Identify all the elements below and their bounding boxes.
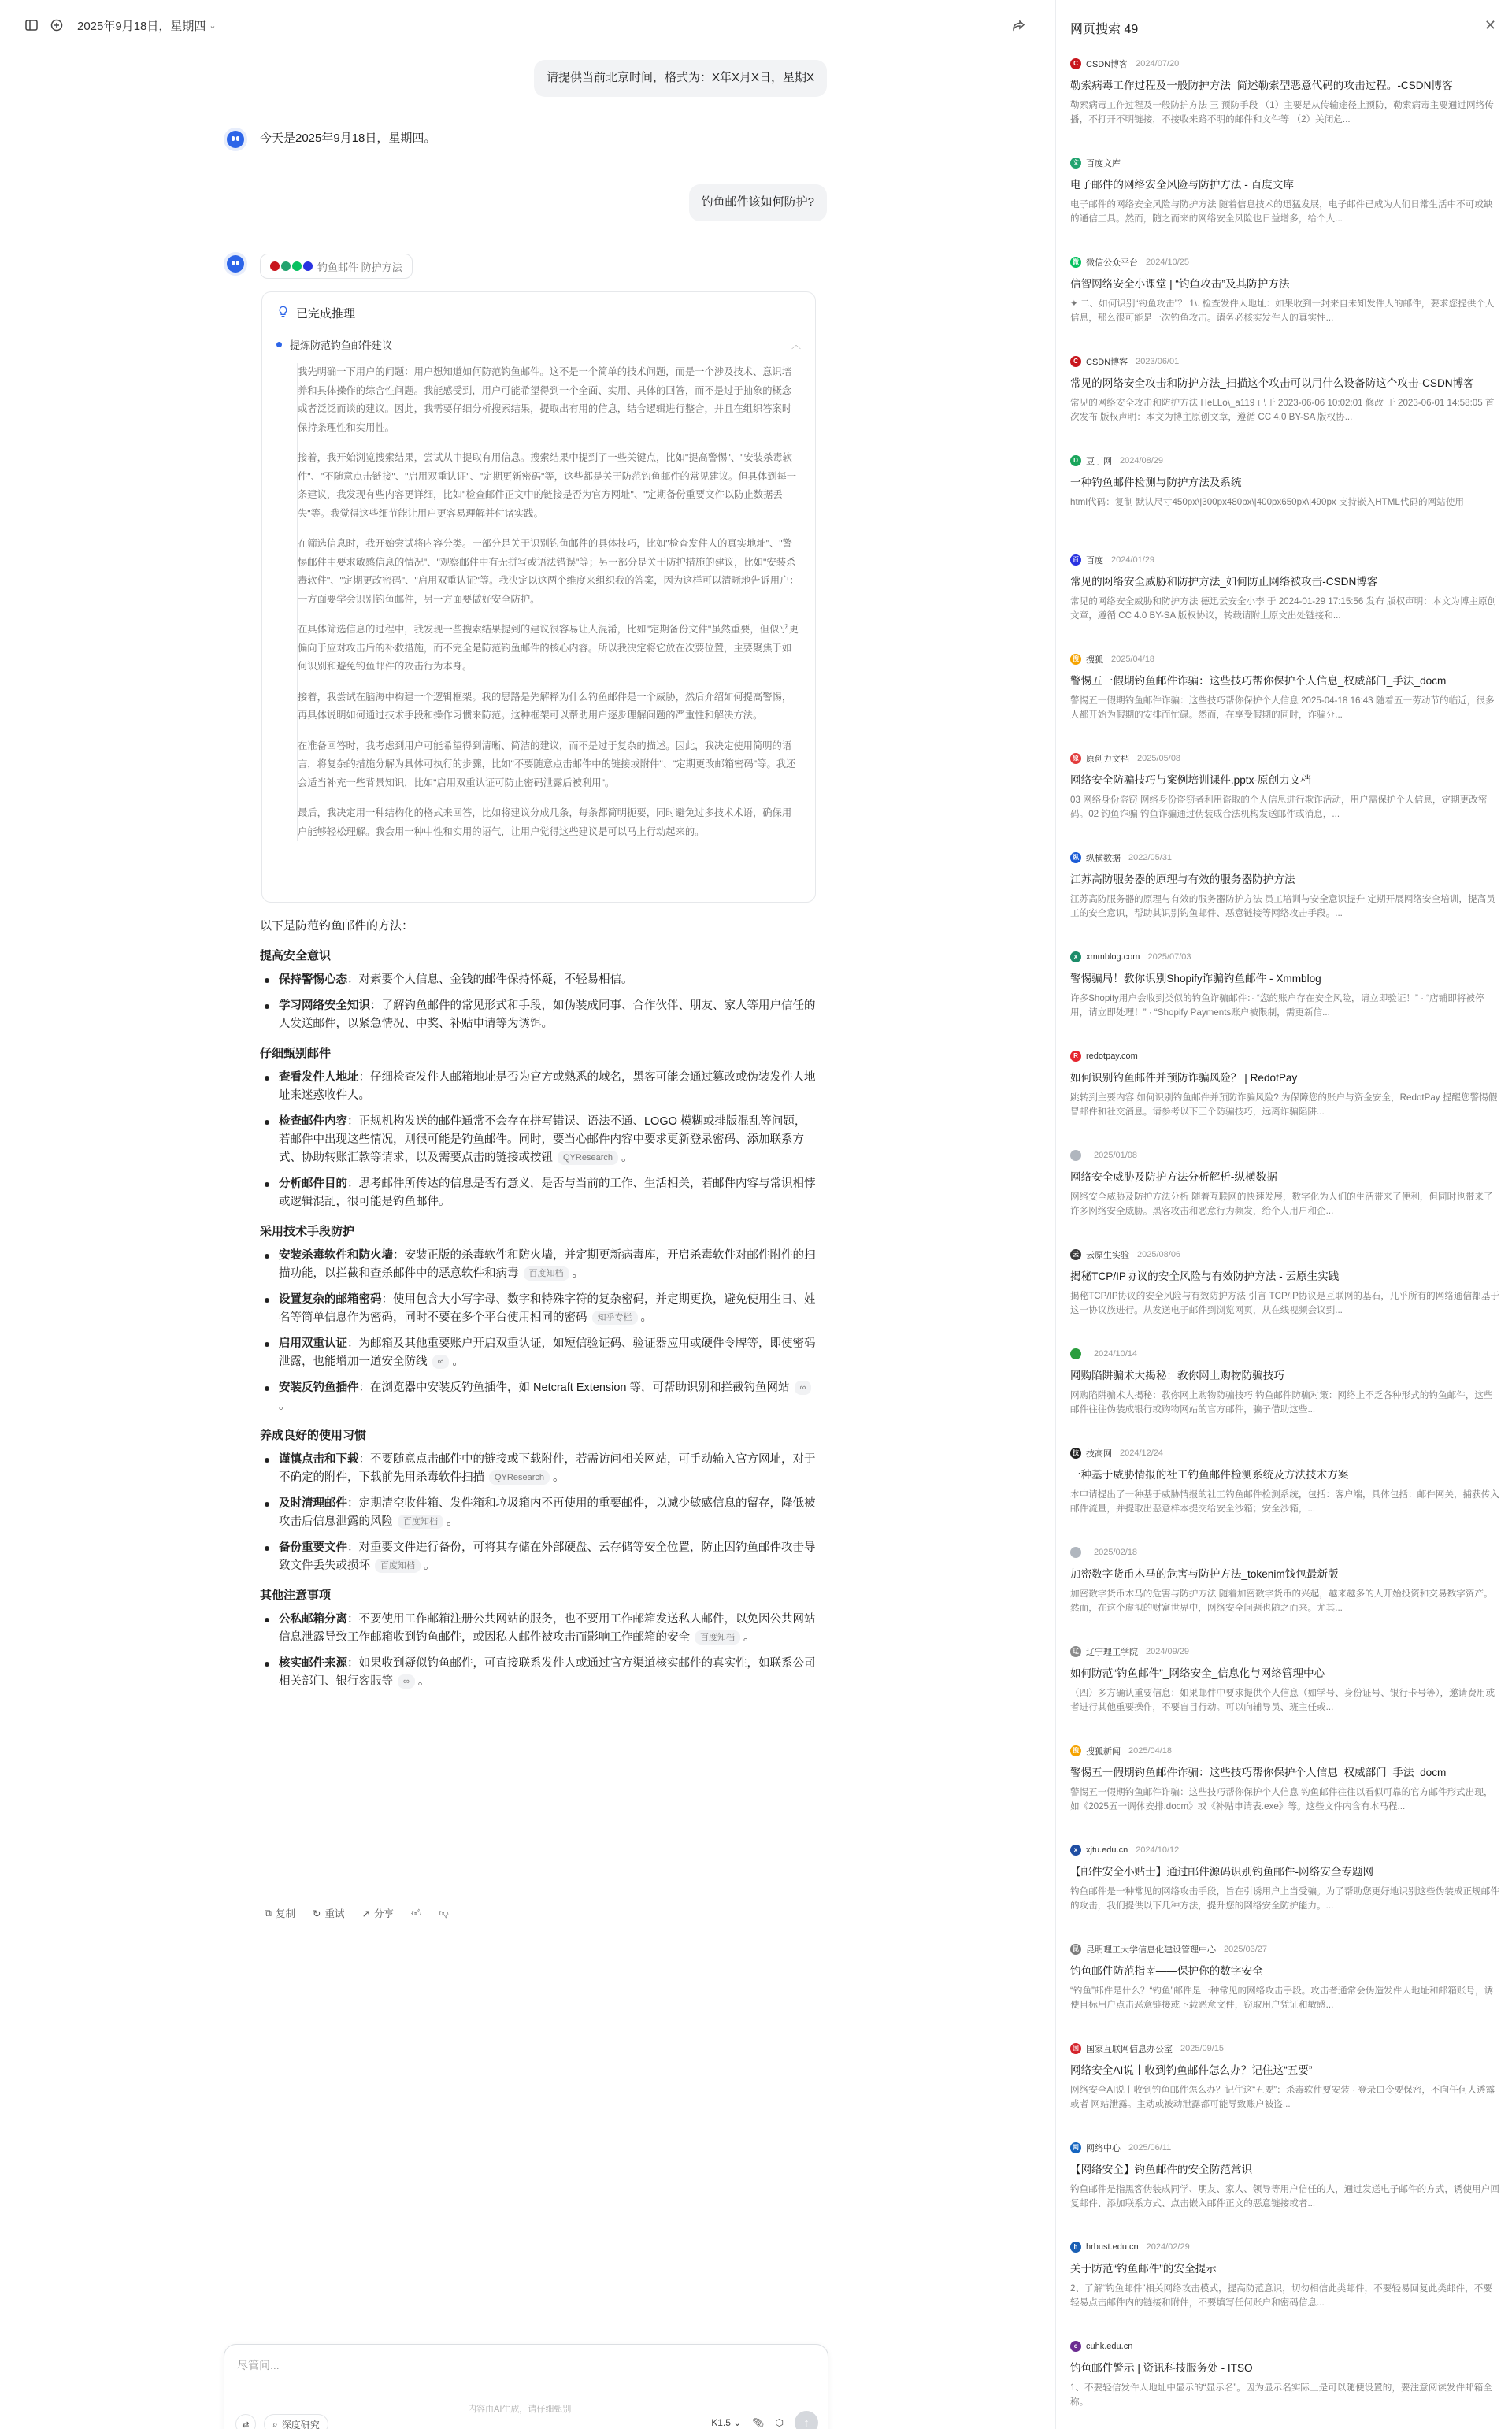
list-item: 核实邮件来源：如果收到疑似钓鱼邮件，可直接联系发件人或通过官方渠道核实邮件的真实性，如联系公司相关部门、银行客服等 ∞ 。 — [260, 1655, 816, 1691]
search-result-item[interactable] — [1070, 1446, 1500, 1545]
source-logo-icon — [292, 261, 302, 271]
result-source-row — [1070, 1645, 1500, 1659]
result-source: CSDN博客 — [1086, 60, 1128, 69]
reasoning-paragraph: 在筛选信息时，我开始尝试将内容分类。一部分是关于识别钓鱼邮件的具体技巧，比如"检查发件人的真实地址"、"警惕邮件中要求敏感信息的情况"、"观察邮件中有无拼写或语法错误"等；另一部分是关于防护措施的建议，比如"安装杀毒软件"、"定期更改密码"、"启用双重认证"等。我决定以这两个维度来组织我的答案，因为这样可以清晰地告诉用户：一方面要学会识别钓鱼邮件，另一方面要做好安全防护。 — [298, 538, 799, 605]
citation-badge[interactable]: QYResearch — [558, 1151, 618, 1165]
citation-badge[interactable]: ∞ — [432, 1355, 450, 1369]
result-source-row — [1070, 1545, 1500, 1559]
copy-button[interactable] — [265, 1906, 295, 1920]
item-title: 谨慎点击和下载 — [279, 1453, 359, 1466]
conversation-title-text: 2025年9月18日，星期四 — [77, 19, 206, 33]
result-source: redotpay.com — [1086, 1051, 1138, 1061]
source-logo-icon: 搜 — [1070, 1745, 1081, 1756]
model-selector[interactable]: K1.5 ⌄ — [711, 2417, 742, 2428]
chat-area — [0, 50, 1055, 2429]
thumbs-down-icon[interactable]: 👎︎ — [439, 1907, 449, 1919]
result-source: hrbust.edu.cn — [1086, 2242, 1139, 2252]
result-snippet: 加密数字货币木马的危害与防护方法 随着加密数字货币的兴起，越来越多的人开始投资和交易数字资产。然而，在这个虚拟的财富世界中，网络安全问题也随之而来。尤其... — [1070, 1589, 1493, 1613]
search-result-item[interactable] — [1070, 255, 1500, 354]
list-item — [260, 971, 816, 989]
result-snippet: 2、了解“钓鱼邮件”相关网络攻击模式，提高防范意识，切勿相信此类邮件，不要轻易回复此类邮件，不要轻易点击邮件内的链接和附件，不要填写任何账户和密码信息... — [1070, 2283, 1492, 2308]
source-logo-icon: 搜 — [1070, 654, 1081, 665]
assistant-avatar — [224, 128, 247, 151]
result-date: 2025/02/18 — [1094, 1548, 1138, 1557]
item-title: 核实邮件来源 — [279, 1657, 347, 1670]
chevron-up-icon[interactable]: ︿ — [791, 339, 801, 350]
search-result-item[interactable] — [1070, 1248, 1500, 1347]
source-logo-icon: 云 — [1070, 1249, 1081, 1260]
result-title[interactable]: 网购陷阱骗术大揭秘：教你网上购物防骗技巧 — [1070, 1370, 1284, 1381]
source-logo-icon: 国 — [1070, 2043, 1081, 2054]
search-result-item[interactable] — [1070, 2041, 1500, 2141]
result-source: 技高网 — [1086, 1449, 1112, 1459]
result-source-row — [1070, 2141, 1500, 2155]
citation-badge[interactable]: 百度知档 — [695, 1630, 740, 1645]
source-logo-icon: C — [1070, 356, 1081, 367]
item-title: 备份重要文件 — [279, 1541, 347, 1554]
source-logo-icon: 文 — [1070, 158, 1081, 169]
result-source-row — [1070, 1347, 1500, 1361]
user-message: 钓鱼邮件该如何防护? — [689, 184, 827, 221]
source-logo-icon: 昆 — [1070, 1944, 1081, 1955]
result-title[interactable]: 网络安全AI说丨收到钓鱼邮件怎么办？记住这“五要” — [1070, 2064, 1313, 2076]
result-date: 2025/08/06 — [1137, 1250, 1181, 1259]
close-icon[interactable]: ✕ — [1484, 17, 1496, 33]
source-logo-icon: 网 — [1070, 2142, 1081, 2153]
result-snippet: 许多Shopify用户会收到类似的钓鱼诈骗邮件：· “您的账户存在安全风险，请立即验证！” · “店铺即将被停用，请立即处理！” · “Shopify Payments账户被限制，需更新信... — [1070, 993, 1484, 1018]
search-result-item[interactable] — [1070, 2240, 1500, 2339]
result-date: 2025/04/18 — [1111, 655, 1155, 664]
result-source-row — [1070, 1148, 1500, 1163]
result-title[interactable]: 【邮件安全小贴士】通过邮件源码识别钓鱼邮件-网络安全专题网 — [1070, 1866, 1374, 1878]
search-result-item[interactable] — [1070, 454, 1500, 553]
item-title: 保持警惕心态 — [279, 973, 347, 986]
result-title[interactable]: 关于防范“钓鱼邮件”的安全提示 — [1070, 2263, 1217, 2275]
panel-title: 网页搜索 49 — [1070, 23, 1139, 36]
source-logo-icon: 辽 — [1070, 1646, 1081, 1657]
result-source: 搜狐 — [1086, 655, 1103, 665]
result-title[interactable]: 网络安全威胁及防护方法分析解析-纵横数据 — [1070, 1171, 1277, 1183]
result-source: 百度文库 — [1086, 159, 1121, 169]
citation-badge[interactable]: ∞ — [795, 1381, 812, 1395]
item-text: ：仔细检查发件人邮箱地址是否为官方或熟悉的域名，黑客可能会通过篡改或伪装发件人地址来迷惑收件人。 — [279, 1071, 816, 1102]
result-title[interactable]: 【网络安全】钓鱼邮件的安全防范常识 — [1070, 2164, 1253, 2175]
chat-input-box[interactable] — [224, 2344, 828, 2429]
assistant-answer — [260, 917, 816, 1699]
result-snippet: 1、不要轻信发件人地址中显示的“显示名”。因为显示名实际上是可以随便设置的，要注意阅读发件邮箱全称。 — [1070, 2383, 1492, 2407]
search-result-item[interactable] — [1070, 1645, 1500, 1744]
share-label: 分享 — [373, 1908, 394, 1919]
copy-label: 复制 — [275, 1908, 295, 1919]
result-snippet: 警惕五一假期钓鱼邮件诈骗：这些技巧帮你保护个人信息 2025-04-18 16:43 随着五一劳动节的临近，很多人都开始为假期的安排而忙碌。然而，在享受假期的同时，诈骗分... — [1070, 695, 1495, 720]
source-logo-icon: R — [1070, 1051, 1081, 1062]
result-source-row — [1070, 1744, 1500, 1758]
citation-badge[interactable]: 百度知档 — [524, 1266, 569, 1281]
result-title[interactable]: 如何防范“钓鱼邮件”_网络安全_信息化与网络管理中心 — [1070, 1667, 1325, 1679]
source-logo-icon — [1070, 1150, 1081, 1161]
list-item: 备份重要文件：对重要文件进行备份，可将其存储在外部硬盘、云存储等安全位置，防止因钓鱼邮件攻击导致文件丢失或损坏 百度知档 。 — [260, 1539, 816, 1575]
input-right-controls — [711, 2411, 818, 2429]
result-date: 2024/07/20 — [1136, 59, 1180, 69]
result-snippet: 本申请提出了一种基于威胁情报的社工钓鱼邮件检测系统，包括：客户端，具体包括：邮件网关，捕获传入邮件流量，并提取出恶意样本提交给安全沙箱；安全沙箱，... — [1070, 1489, 1499, 1514]
result-title[interactable]: 如何识别钓鱼邮件并预防诈骗风险？ | RedotPay — [1070, 1072, 1298, 1084]
search-sources-chip[interactable] — [260, 254, 413, 279]
result-source-row — [1070, 2041, 1500, 2056]
item-text: ：定期清空收件箱、发件箱和垃圾箱内不再使用的重要邮件，以减少敏感信息的留存，降低被攻击后信息泄露的风险 — [279, 1497, 816, 1528]
result-date: 2024/10/14 — [1094, 1349, 1138, 1359]
result-title[interactable]: 钓鱼邮件警示 | 资讯科技服务处 - ITSO — [1070, 2362, 1253, 2374]
bullet-list — [260, 1451, 816, 1575]
research-icon: ⌕ — [272, 2418, 278, 2429]
item-text: ：对重要文件进行备份，可将其存储在外部硬盘、云存储等安全位置，防止因钓鱼邮件攻击导致文件丢失或损坏 — [279, 1541, 816, 1572]
result-title[interactable]: 电子邮件的网络安全风险与防护方法 - 百度文库 — [1070, 179, 1294, 191]
source-logo-icon: 原 — [1070, 753, 1081, 764]
result-date: 2022/05/31 — [1128, 853, 1173, 862]
item-title: 安装杀毒软件和防火墙 — [279, 1249, 393, 1262]
item-title: 公私邮箱分离 — [279, 1613, 347, 1626]
source-logo-icon: h — [1070, 2242, 1081, 2253]
share-button[interactable] — [361, 1906, 394, 1920]
bullet-list — [260, 1611, 816, 1691]
cube-icon[interactable]: ⬡ — [775, 2417, 784, 2428]
result-title[interactable]: 江苏高防服务器的原理与有效的服务器防护方法 — [1070, 873, 1295, 885]
result-date: 2024/09/29 — [1146, 1647, 1190, 1656]
source-logo-icon: 微 — [1070, 257, 1081, 268]
search-result-item[interactable] — [1070, 1942, 1500, 2041]
result-date: 2024/12/24 — [1120, 1448, 1164, 1458]
result-snippet: html代码：复制 默认尺寸450px\|300px480px\|400px650px\|490px 支持嵌入HTML代码的网站使用 — [1070, 497, 1465, 507]
result-source-row — [1070, 1049, 1500, 1063]
search-result-item[interactable] — [1070, 2339, 1500, 2429]
source-logo-icon: x — [1070, 951, 1081, 962]
list-item: 及时清理邮件：定期清空收件箱、发件箱和垃圾箱内不再使用的重要邮件，以减少敏感信息的留存，降低被攻击后信息泄露的风险 百度知档 。 — [260, 1495, 816, 1531]
result-source: 微信公众平台 — [1086, 258, 1138, 268]
assistant-avatar — [224, 252, 247, 276]
result-source-row — [1070, 553, 1500, 567]
search-result-item[interactable] — [1070, 1148, 1500, 1248]
result-date: 2025/09/15 — [1180, 2044, 1225, 2053]
reasoning-status: 已完成推理 — [296, 307, 356, 321]
chevron-down-icon: ⌄ — [209, 20, 217, 31]
section-heading: 提高安全意识 — [260, 949, 332, 962]
search-result-item[interactable] — [1070, 1843, 1500, 1942]
result-source-row — [1070, 2339, 1500, 2353]
result-date: 2023/06/01 — [1136, 357, 1180, 366]
retry-label: 重试 — [324, 1908, 345, 1919]
item-text: ：思考邮件所传达的信息是否有意义，是否与当前的工作、生活相关，若邮件内容与常识相悖或逻辑混乱，很可能是钓鱼邮件。 — [279, 1177, 816, 1208]
result-date: 2025/04/18 — [1128, 1746, 1173, 1756]
model-label: K1.5 — [711, 2417, 731, 2428]
thumbs-up-icon[interactable]: 👍︎ — [410, 1907, 422, 1919]
user-message: 请提供当前北京时间，格式为：X年X月X日，星期X — [534, 60, 827, 97]
reasoning-body — [297, 363, 801, 841]
top-bar — [0, 0, 1055, 50]
result-snippet: 网络安全AI说丨收到钓鱼邮件怎么办？记住这“五要”：杀毒软件要安装 · 登录口令要保密，不向任何人透露或者 网站泄露。主动或被动泄露都可能导致账户被盗... — [1070, 2085, 1495, 2109]
result-snippet: 03 网络身份盗窃 网络身份盗窃者利用盗取的个人信息进行欺诈活动，用户需保护个人信息，定期更改密码。02 钓鱼诈骗 钓鱼诈骗通过伪装成合法机构发送邮件或消息，... — [1070, 795, 1488, 819]
result-snippet: ✦ 二、如何识别“钓鱼攻击”？ 1\. 检查发件人地址：如果收到一封来自未知发件人的邮件，要求您提供个人信息，那么很可能是一次钓鱼攻击。请务必核实发件人的真实性... — [1070, 299, 1495, 323]
result-snippet: “钓鱼”邮件是什么？“钓鱼”邮件是一种常见的网络攻击手段。攻击者通常会伪造发件人地址和邮箱账号，诱使目标用户点击恶意链接或下载恶意文件，窃取用户凭证和敏感... — [1070, 1986, 1494, 2010]
item-text: ：不要使用工作邮箱注册公共网站的服务，也不要用工作邮箱发送私人邮件，以免因公共网站信息泄露导致工作邮箱收到钓鱼邮件，或因私人邮件被攻击而影响工作邮箱的安全 — [279, 1613, 816, 1644]
item-title: 检查邮件内容 — [279, 1115, 347, 1128]
item-title: 启用双重认证 — [279, 1337, 347, 1350]
result-snippet: 网购陷阱骗术大揭秘：教你网上购物防骗技巧 钓鱼邮件防骗对策：网络上不乏各种形式的钓鱼邮件，这些邮件往往伪装成银行或购物网站的官方邮件，骗子借助这些... — [1070, 1390, 1493, 1415]
result-date: 2024/08/29 — [1120, 456, 1164, 465]
result-snippet: 勒索病毒工作过程及一般防护方法 三 预防手段 （1）主要是从传输途径上预防，勒索病毒主要通过网络传播，不打开不明链接，不接收来路不明的邮件和文件等 （2）关闭危... — [1070, 100, 1494, 124]
source-logo-icon — [1070, 1348, 1081, 1359]
attach-icon[interactable]: 📎︎ — [752, 2417, 765, 2428]
item-text: ：对索要个人信息、金钱的邮件保持怀疑，不轻易相信。 — [347, 973, 633, 986]
source-logo-icon — [303, 261, 313, 271]
reasoning-paragraph: 在准备回答时，我考虑到用户可能希望得到清晰、简洁的建议，而不是过于复杂的描述。因此，我决定使用简明的语言，将复杂的措施分解为具体可执行的步骤，比如"不要随意点击邮件中的链接或附件"、"定期更改邮箱密码"等。我还会适当补充一些背景知识，比如"启用双重认证可防止密码泄露后被利用"。 — [298, 740, 796, 788]
result-source-row — [1070, 255, 1500, 269]
citation-badge[interactable]: 百度知档 — [398, 1515, 443, 1529]
result-source: 豆丁网 — [1086, 457, 1112, 466]
result-source-row — [1070, 454, 1500, 468]
source-logo-icon — [1070, 1547, 1081, 1558]
source-logo-icon: c — [1070, 2341, 1081, 2352]
reasoning-paragraph: 在具体筛选信息的过程中，我发现一些搜索结果提到的建议很容易让人混淆，比如"定期备份文件"虽然重要，但似乎更偏向于应对攻击后的补救措施，而不完全是防范钓鱼邮件的核心内容。所以我决定将它放在次要位置，主要聚焦于如何识别和避免钓鱼邮件的攻击行为本身。 — [298, 624, 799, 672]
result-source: 国家互联网信息办公室 — [1086, 2045, 1173, 2054]
source-logo-icon: D — [1070, 455, 1081, 466]
reasoning-step[interactable] — [276, 337, 801, 352]
result-source-row — [1070, 1446, 1500, 1460]
reasoning-paragraph: 最后，我决定用一种结构化的格式来回答，比如将建议分成几条，每条都简明扼要，同时避免过多技术术语，确保用户能够轻松理解。我会用一种中性和实用的语气，让用户觉得这些建议是可以马上行动起来的。 — [298, 807, 792, 837]
list-item: 安装反钓鱼插件：在浏览器中安装反钓鱼插件，如 Netcraft Extension 等，可帮助识别和拦截钓鱼网站 ∞ 。 — [260, 1379, 816, 1415]
result-date: 2025/05/08 — [1137, 754, 1181, 763]
conversation-title[interactable] — [77, 17, 217, 34]
reasoning-paragraph: 接着，我开始浏览搜索结果，尝试从中提取有用信息。搜索结果中提到了一些关键点，比如"提高警惕"、"安装杀毒软件"、"不随意点击链接"、"启用双重认证"、"定期更新密码"等，这些都是关于防范钓鱼邮件的常见建议。但具体到每一条建议，我发现有些内容更详细，比如"检查邮件正文中的链接是否为官方网址"、"定期备份重要文件以防止数据丢失"等。我觉得这些细节能让用户更容易理解并付诸实践。 — [298, 452, 797, 519]
result-source-row — [1070, 1942, 1500, 1956]
result-source-row — [1070, 156, 1500, 170]
source-logo-icon: 技 — [1070, 1448, 1081, 1459]
result-date: 2024/01/29 — [1111, 555, 1155, 565]
result-title[interactable]: 信智网络安全小课堂 | “钓鱼攻击”及其防护方法 — [1070, 278, 1290, 290]
input-tools — [235, 2414, 328, 2429]
search-result-item[interactable] — [1070, 950, 1500, 1049]
section-heading: 养成良好的使用习惯 — [260, 1429, 367, 1442]
section-heading: 采用技术手段防护 — [260, 1225, 355, 1238]
item-title: 及时清理邮件 — [279, 1497, 347, 1510]
send-button[interactable] — [795, 2411, 818, 2429]
retry-button[interactable] — [313, 1906, 345, 1920]
item-title: 安装反钓鱼插件 — [279, 1381, 359, 1394]
section-heading: 仔细甄别邮件 — [260, 1047, 332, 1060]
list-item: 安装杀毒软件和防火墙：安装正版的杀毒软件和防火墙，并定期更新病毒库，开启杀毒软件对邮件附件的扫描功能，以拦截和查杀邮件中的恶意软件和病毒 百度知档 。 — [260, 1247, 816, 1283]
result-title[interactable]: 警惕五一假期钓鱼邮件诈骗：这些技巧帮你保护个人信息_权威部门_手法_docm — [1070, 675, 1447, 687]
item-title: 学习网络安全知识 — [279, 999, 370, 1012]
result-source-row — [1070, 950, 1500, 964]
deep-research-button[interactable] — [264, 2414, 328, 2429]
search-result-item[interactable] — [1070, 1347, 1500, 1446]
result-source: cuhk.edu.cn — [1086, 2342, 1133, 2351]
result-source: 搜狐新闻 — [1086, 1747, 1121, 1756]
search-result-item[interactable] — [1070, 553, 1500, 652]
citation-badge[interactable]: ∞ — [398, 1674, 415, 1689]
result-title[interactable]: 警惕五一假期钓鱼邮件诈骗：这些技巧帮你保护个人信息_权威部门_手法_docm — [1070, 1767, 1447, 1778]
result-date: 2024/10/25 — [1146, 258, 1190, 267]
result-source-row — [1070, 57, 1500, 71]
result-snippet: 钓鱼邮件是一种常见的网络攻击手段，旨在引诱用户上当受骗。为了帮助您更好地识别这些伪装成正规邮件的攻击，我们提供以下几种方法，提升您的网络安全防护能力。... — [1070, 1886, 1499, 1911]
search-result-item[interactable] — [1070, 1545, 1500, 1645]
result-source-row — [1070, 751, 1500, 766]
refresh-icon: ↻ — [312, 1908, 321, 1919]
step-dot-icon — [276, 342, 282, 347]
result-source: 网络中心 — [1086, 2144, 1121, 2153]
list-item: 公私邮箱分离：不要使用工作邮箱注册公共网站的服务，也不要用工作邮箱发送私人邮件，以免因公共网站信息泄露导致工作邮箱收到钓鱼邮件，或因私人邮件被攻击而影响工作邮箱的安全 百度知档 。 — [260, 1611, 816, 1647]
result-date: 2024/02/29 — [1146, 2242, 1190, 2252]
item-text: ：正规机构发送的邮件通常不会存在拼写错误、语法不通、LOGO 模糊或排版混乱等问题，若邮件中出现这些情况，则很可能是钓鱼邮件。同时，要当心邮件内容中要求更新登录密码、添加联系方式、协助转账汇款等请求，以及需要点击的链接或按钮 — [279, 1115, 806, 1164]
item-title: 查看发件人地址 — [279, 1071, 359, 1084]
web-search-panel — [1055, 0, 1512, 2429]
result-snippet: 揭秘TCP/IP协议的安全风险与有效防护方法 引言 TCP/IP协议是互联网的基石，几乎所有的网络通信都基于这一协议族进行。从发送电子邮件到浏览网页，从在线视频会议到... — [1070, 1291, 1499, 1315]
bullet-list — [260, 971, 816, 1033]
lightbulb-icon — [276, 305, 290, 321]
list-item: 谨慎点击和下载：不要随意点击邮件中的链接或下载附件，若需访问相关网站，可手动输入官方网址，对于不确定的附件，下载前先用杀毒软件扫描 QYResearch 。 — [260, 1451, 816, 1487]
deep-research-label: 深度研究 — [281, 2419, 320, 2429]
item-title: 设置复杂的邮箱密码 — [279, 1293, 382, 1306]
search-query-text: 钓鱼邮件 防护方法 — [317, 261, 402, 273]
search-result-item[interactable] — [1070, 156, 1500, 255]
item-text: ：如果收到疑似钓鱼邮件，可直接联系发件人或通过官方渠道核实邮件的真实性，如联系公司相关部门、银行客服等 — [279, 1657, 816, 1688]
result-date: 2025/01/08 — [1094, 1151, 1138, 1160]
search-results-list — [1070, 57, 1500, 2429]
arrow-up-icon: ↑ — [803, 2416, 810, 2429]
item-text: ：了解钓鱼邮件的常见形式和手段，如伪装成同事、合作伙伴、朋友、家人等用户信任的人发送邮件，以紧急情况、中奖、补贴申请等为诱饵。 — [279, 999, 816, 1030]
result-date: 2025/03/27 — [1224, 1945, 1268, 1954]
search-result-item[interactable] — [1070, 851, 1500, 950]
share-icon[interactable] — [1008, 14, 1030, 36]
result-source: xmmblog.com — [1086, 952, 1140, 962]
citation-badge[interactable]: 知乎专栏 — [592, 1311, 638, 1325]
tools-toggle-icon[interactable]: ⇄ — [235, 2414, 256, 2429]
section-heading: 其他注意事项 — [260, 1589, 332, 1602]
result-title[interactable]: 网络安全防骗技巧与案例培训课件.pptx-原创力文档 — [1070, 774, 1311, 786]
chat-input[interactable]: 尽管问... — [237, 2359, 280, 2372]
result-title[interactable]: 加密数字货币木马的危害与防护方法_tokenim钱包最新版 — [1070, 1568, 1339, 1580]
item-title: 分析邮件目的 — [279, 1177, 347, 1190]
result-source: 云原生实验 — [1086, 1251, 1129, 1260]
source-logos — [270, 261, 313, 271]
result-date: 2024/10/12 — [1136, 1845, 1180, 1855]
result-source: xjtu.edu.cn — [1086, 1845, 1128, 1855]
item-text: ：不要随意点击邮件中的链接或下载附件，若需访问相关网站，可手动输入官方网址，对于不确定的附件，下载前先用杀毒软件扫描 — [279, 1453, 816, 1484]
assistant-face-icon — [227, 255, 244, 273]
item-text: ：使用包含大小写字母、数字和特殊字符的复杂密码，并定期更换，避免使用生日、姓名等简单信息作为密码，同时不要在多个平台使用相同的密码 — [279, 1293, 816, 1324]
result-title[interactable]: 钓鱼邮件防范指南——保护你的数字安全 — [1070, 1965, 1263, 1977]
result-source-row — [1070, 1248, 1500, 1262]
message-actions — [265, 1906, 449, 1920]
result-title[interactable]: 警惕骗局！教你识别Shopify诈骗钓鱼邮件 - Xmmblog — [1070, 973, 1321, 985]
result-source: 百度 — [1086, 556, 1103, 566]
assistant-message: 今天是2025年9月18日，星期四。 — [260, 132, 436, 145]
search-result-item[interactable] — [1070, 57, 1500, 156]
assistant-face-icon — [227, 131, 244, 148]
source-logo-icon: C — [1070, 58, 1081, 69]
sidebar-toggle-icon[interactable] — [19, 13, 44, 38]
result-snippet: 警惕五一假期钓鱼邮件诈骗：这些技巧帮你保护个人信息 钓鱼邮件往往以看似可靠的官方邮件形式出现，如《2025五一调休安排.docm》或《补贴申请表.exe》等。这些文件内含有木马程... — [1070, 1787, 1493, 1812]
result-source: 辽宁理工学院 — [1086, 1648, 1138, 1657]
disclaimer-text: 内容由AI生成，请仔细甄别 — [468, 2405, 572, 2414]
result-source: CSDN博客 — [1086, 358, 1128, 367]
item-text: ：在浏览器中安装反钓鱼插件，如 Netcraft Extension 等，可帮助识别和拦截钓鱼网站 — [358, 1381, 790, 1394]
source-logo-icon: 百 — [1070, 554, 1081, 566]
result-title[interactable]: 常见的网络安全威胁和防护方法_如何防止网络被攻击-CSDN博客 — [1070, 576, 1378, 588]
result-snippet: 网络安全威胁及防护方法分析 随着互联网的快速发展，数字化为人们的生活带来了便利，但同时也带来了许多网络安全威胁。黑客攻击和恶意行为频发，给个人用户和企... — [1070, 1192, 1493, 1216]
citation-badge[interactable]: 百度知档 — [375, 1559, 421, 1573]
list-item — [260, 1175, 816, 1211]
list-item: 设置复杂的邮箱密码：使用包含大小写字母、数字和特殊字符的复杂密码，并定期更换，避免使用生日、姓名等简单信息作为密码，同时不要在多个平台使用相同的密码 知乎专栏 。 — [260, 1291, 816, 1327]
result-date: 2025/07/03 — [1147, 952, 1191, 962]
result-snippet: 江苏高防服务器的原理与有效的服务器防护方法 员工培训与安全意识提升 定期开展网络安全培训，提高员工的安全意识，帮助其识别钓鱼邮件、恶意链接等网络攻击手段。... — [1070, 894, 1495, 918]
source-logo-icon: x — [1070, 1845, 1081, 1856]
answer-intro: 以下是防范钓鱼邮件的方法： — [260, 919, 414, 933]
result-source-row — [1070, 1843, 1500, 1857]
bullet-list — [260, 1069, 816, 1211]
result-title[interactable]: 一种钓鱼邮件检测与防护方法及系统 — [1070, 477, 1242, 488]
reasoning-header[interactable] — [276, 305, 801, 321]
reasoning-panel — [261, 291, 816, 903]
source-logo-icon: 纵 — [1070, 852, 1081, 863]
copy-icon: ⧉ — [265, 1907, 272, 1919]
result-date: 2025/06/11 — [1128, 2143, 1172, 2153]
result-snippet: 跳转到主要内容 如何识别钓鱼邮件并预防诈骗风险? 为保障您的账户与资金安全，RedotPay 提醒您警惕假冒邮件和社交消息。请参考以下三个防骗技巧，远离诈骗陷阱... — [1070, 1092, 1498, 1117]
result-source-row — [1070, 851, 1500, 865]
search-result-item[interactable] — [1070, 2141, 1500, 2240]
new-chat-icon[interactable] — [44, 13, 69, 38]
result-title[interactable]: 勒索病毒工作过程及一般防护方法_简述勒索型恶意代码的攻击过程。-CSDN博客 — [1070, 80, 1453, 91]
result-source-row — [1070, 2240, 1500, 2254]
result-source: 昆明理工大学信息化建设管理中心 — [1086, 1945, 1216, 1955]
reasoning-step-label: 提炼防范钓鱼邮件建议 — [290, 339, 393, 351]
result-source-row — [1070, 652, 1500, 666]
reasoning-paragraph: 我先明确一下用户的问题：用户想知道如何防范钓鱼邮件。这不是一个简单的技术问题，而是一个涉及技术、意识培养和具体操作的综合性问题。我能感受到，用户可能希望得到一个全面、实用、具体的回答，而不是过于抽象的概念或者泛泛而谈的建议。因此，我需要仔细分析搜索结果，提取出有用的信息，结合逻辑进行整合，并且在组织答案时保持条理性和实用性。 — [298, 366, 792, 433]
result-snippet: 常见的网络安全攻击和防护方法 HeLLo\_a119 已于 2023-06-06 10:02:01 修改 于 2023-06-01 14:58:05 首次发布 版权声明：本文为博主原创文章，遵循 CC 4.0 BY-SA 版权协... — [1070, 398, 1495, 422]
result-snippet: 常见的网络安全威胁和防护方法 德迅云安全小李 于 2024-01-29 17:15:56 发布 版权声明：本文为博主原创文章，遵循 CC 4.0 BY-SA 版权协议，转载请附上原文出处链接和... — [1070, 596, 1497, 621]
result-source: 纵横数据 — [1086, 854, 1121, 863]
result-title[interactable]: 一种基于威胁情报的社工钓鱼邮件检测系统及方法技术方案 — [1070, 1469, 1349, 1481]
result-snippet: 电子邮件的网络安全风险与防护方法 随着信息技术的迅猛发展，电子邮件已成为人们日常生活中不可或缺的通信工具。然而，随之而来的网络安全风险也日益增多，给个人... — [1070, 199, 1493, 224]
search-result-item[interactable] — [1070, 1049, 1500, 1148]
result-snippet: （四）多方确认重要信息：如果邮件中要求提供个人信息（如学号、身份证号、银行卡号等），邀请费用或者进行其他重要操作，不要盲目行动。可以向辅导员、班主任或... — [1070, 1688, 1495, 1712]
item-text: ：为邮箱及其他重要账户开启双重认证，如短信验证码、验证器应用或硬件令牌等，即使密码泄露，也能增加一道安全防线 — [279, 1337, 816, 1368]
list-item — [260, 997, 816, 1033]
citation-badge[interactable]: QYResearch — [489, 1470, 550, 1485]
search-result-item[interactable] — [1070, 354, 1500, 454]
list-item: 启用双重认证：为邮箱及其他重要账户开启双重认证，如短信验证码、验证器应用或硬件令牌等，即使密码泄露，也能增加一道安全防线 ∞ 。 — [260, 1335, 816, 1371]
share-arrow-icon: ↗ — [361, 1908, 370, 1919]
result-source: 原创力文档 — [1086, 755, 1129, 764]
search-result-item[interactable] — [1070, 1744, 1500, 1843]
list-item: 检查邮件内容：正规机构发送的邮件通常不会存在拼写错误、语法不通、LOGO 模糊或排版混乱等问题，若邮件中出现这些情况，则很可能是钓鱼邮件。同时，要当心邮件内容中要求更新登录密码、添加联系方式、协助转账汇款等请求，以及需要点击的链接或按钮 QYResearch 。 — [260, 1113, 816, 1167]
source-logo-icon — [270, 261, 280, 271]
search-result-item[interactable] — [1070, 751, 1500, 851]
bullet-list — [260, 1247, 816, 1415]
search-result-item[interactable] — [1070, 652, 1500, 751]
result-snippet: 钓鱼邮件是指黑客伪装成同学、朋友、家人、领导等用户信任的人，通过发送电子邮件的方式，诱使用户回复邮件、添加联系方式、点击嵌入邮件正文的恶意链接或者... — [1070, 2184, 1499, 2208]
result-title[interactable]: 揭秘TCP/IP协议的安全风险与有效防护方法 - 云原生实践 — [1070, 1270, 1340, 1282]
source-logo-icon — [281, 261, 291, 271]
result-source-row — [1070, 354, 1500, 369]
reasoning-paragraph: 接着，我尝试在脑海中构建一个逻辑框架。我的思路是先解释为什么钓鱼邮件是一个威胁，然后介绍如何提高警惕，再具体说明如何通过技术手段和操作习惯来防范。这种框架可以帮助用户逐步理解问题的严重性和解决方法。 — [298, 691, 792, 721]
list-item — [260, 1069, 816, 1105]
result-title[interactable]: 常见的网络安全攻击和防护方法_扫描这个攻击可以用什么设备防这个攻击-CSDN博客 — [1070, 377, 1474, 389]
item-text: ：安装正版的杀毒软件和防火墙，并定期更新病毒库，开启杀毒软件对邮件附件的扫描功能，以拦截和查杀邮件中的恶意软件和病毒 — [279, 1249, 816, 1280]
